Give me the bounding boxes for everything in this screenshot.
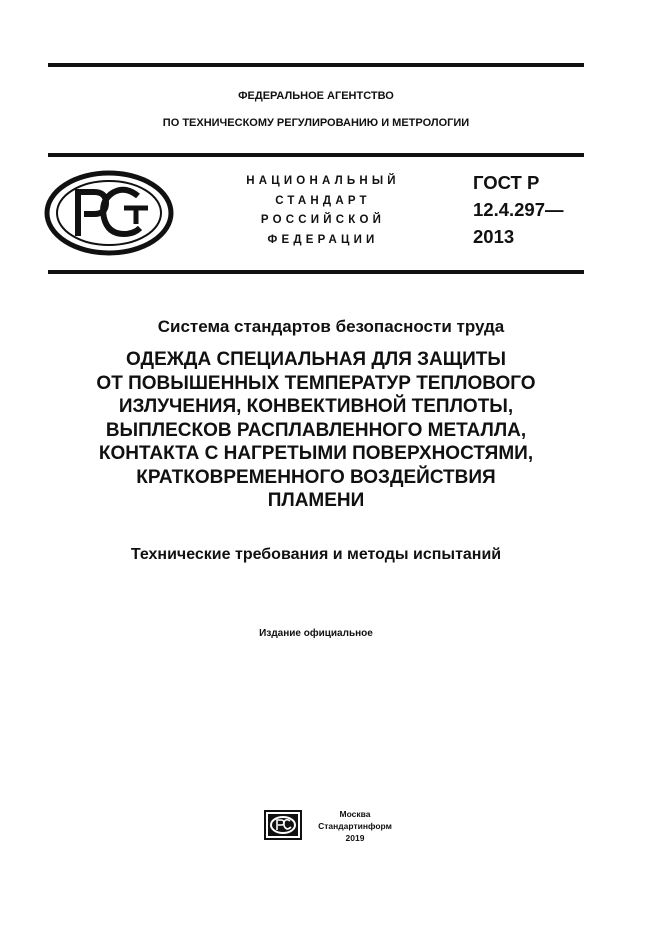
edition-label: Издание официальное: [259, 628, 373, 639]
title-line: КРАТКОВРЕМЕННОГО ВОЗДЕЙСТВИЯ: [136, 466, 496, 488]
title-line: ИЗЛУЧЕНИЯ, КОНВЕКТИВНОЙ ТЕПЛОТЫ,: [118, 396, 514, 417]
title-line: КОНТАКТА С НАГРЕТЫМИ ПОВЕРХНОСТЯМИ,: [98, 443, 534, 464]
gost-r-certification-icon: [44, 170, 174, 256]
system-title: Система стандартов безопасности труда: [157, 317, 505, 336]
gost-code: [473, 169, 564, 250]
agency-line-1: ФЕДЕРАЛЬНОЕ АГЕНТСТВО: [238, 90, 394, 102]
document-subtitle: Технические требования и методы испытаний: [130, 546, 502, 563]
publisher-name: Стандартинформ: [318, 821, 392, 831]
national-standard-line-1: НАЦИОНАЛЬНЫЙ: [246, 175, 400, 187]
gost-code-line-1: ГОСТ Р: [473, 172, 540, 193]
agency-line-2: ПО ТЕХНИЧЕСКОМУ РЕГУЛИРОВАНИЮ И МЕТРОЛОГИИ: [162, 117, 470, 129]
document-title: [38, 348, 594, 513]
gost-code-line-2: 12.4.297—: [473, 199, 564, 220]
publisher-city: Москва: [339, 809, 371, 819]
header-top-rule: [48, 153, 584, 157]
title-line: ОДЕЖДА СПЕЦИАЛЬНАЯ ДЛЯ ЗАЩИТЫ: [126, 349, 506, 370]
gost-code-line-3: 2013: [473, 226, 515, 247]
title-line: ВЫПЛЕСКОВ РАСПЛАВЛЕННОГО МЕТАЛЛА,: [105, 419, 527, 441]
national-standard-line-3: РОССИЙСКОЙ: [260, 214, 386, 226]
publisher-year: 2019: [345, 833, 365, 843]
national-standard-line-4: ФЕДЕРАЦИИ: [267, 233, 379, 246]
standartinform-icon: [264, 810, 302, 840]
national-standard-line-2: СТАНДАРТ: [275, 194, 371, 207]
header-bottom-rule: [48, 270, 584, 274]
title-line: ОТ ПОВЫШЕННЫХ ТЕМПЕРАТУР ТЕПЛОВОГО: [96, 372, 536, 394]
national-standard-label: [228, 172, 418, 250]
publisher-block: [305, 808, 405, 844]
top-rule: [48, 63, 584, 67]
title-line: ПЛАМЕНИ: [267, 490, 365, 511]
